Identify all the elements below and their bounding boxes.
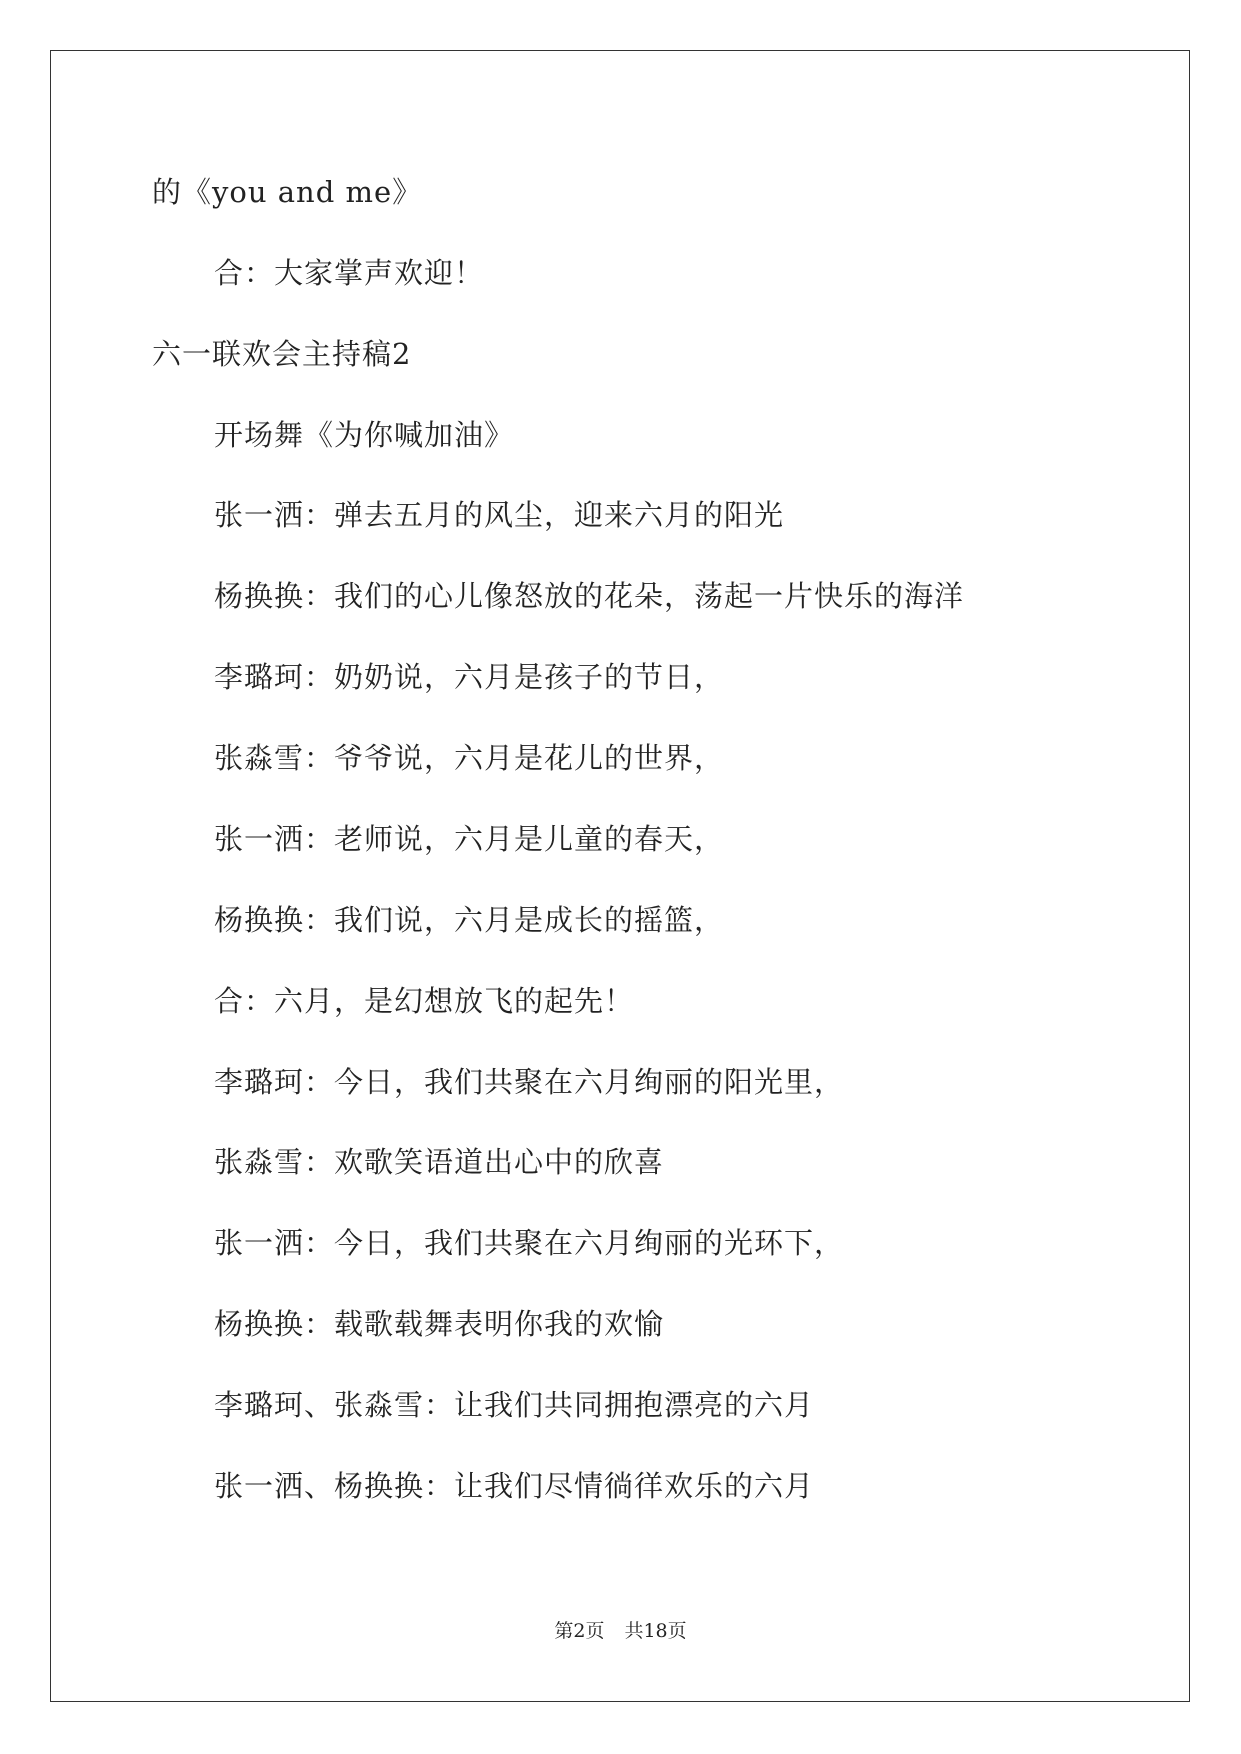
text-line: 张淼雪：爷爷说，六月是花儿的世界， [214, 741, 725, 775]
page-frame [50, 50, 1190, 1702]
page-number: 第2页 [554, 1620, 605, 1642]
text-line: 张一洒、杨换换：让我们尽情徜徉欢乐的六月 [214, 1469, 815, 1503]
text-line: 开场舞《为你喊加油》 [214, 418, 515, 452]
text-line: 的《you and me》 [152, 175, 423, 209]
page-footer [0, 1618, 1241, 1644]
text-line: 李璐珂：今日，我们共聚在六月绚丽的阳光里， [214, 1065, 845, 1099]
text-line: 李璐珂：奶奶说，六月是孩子的节日， [214, 660, 725, 694]
total-pages: 共18页 [624, 1620, 687, 1642]
text-line: 杨换换：我们的心儿像怒放的花朵，荡起一片快乐的海洋 [214, 579, 965, 613]
text-line: 张一洒：今日，我们共聚在六月绚丽的光环下， [214, 1226, 845, 1260]
text-line: 杨换换：载歌载舞表明你我的欢愉 [214, 1307, 665, 1341]
text-line: 合：六月，是幻想放飞的起先！ [214, 984, 635, 1018]
text-line: 张淼雪：欢歌笑语道出心中的欣喜 [214, 1145, 665, 1179]
text-line: 张一洒：老师说，六月是儿童的春天， [214, 822, 725, 856]
text-line: 合：大家掌声欢迎！ [214, 256, 485, 290]
text-line: 李璐珂、张淼雪：让我们共同拥抱漂亮的六月 [214, 1388, 815, 1422]
text-line: 杨换换：我们说，六月是成长的摇篮， [214, 903, 725, 937]
text-line: 张一洒：弹去五月的风尘，迎来六月的阳光 [214, 498, 785, 532]
section-heading: 六一联欢会主持稿2 [152, 337, 412, 371]
